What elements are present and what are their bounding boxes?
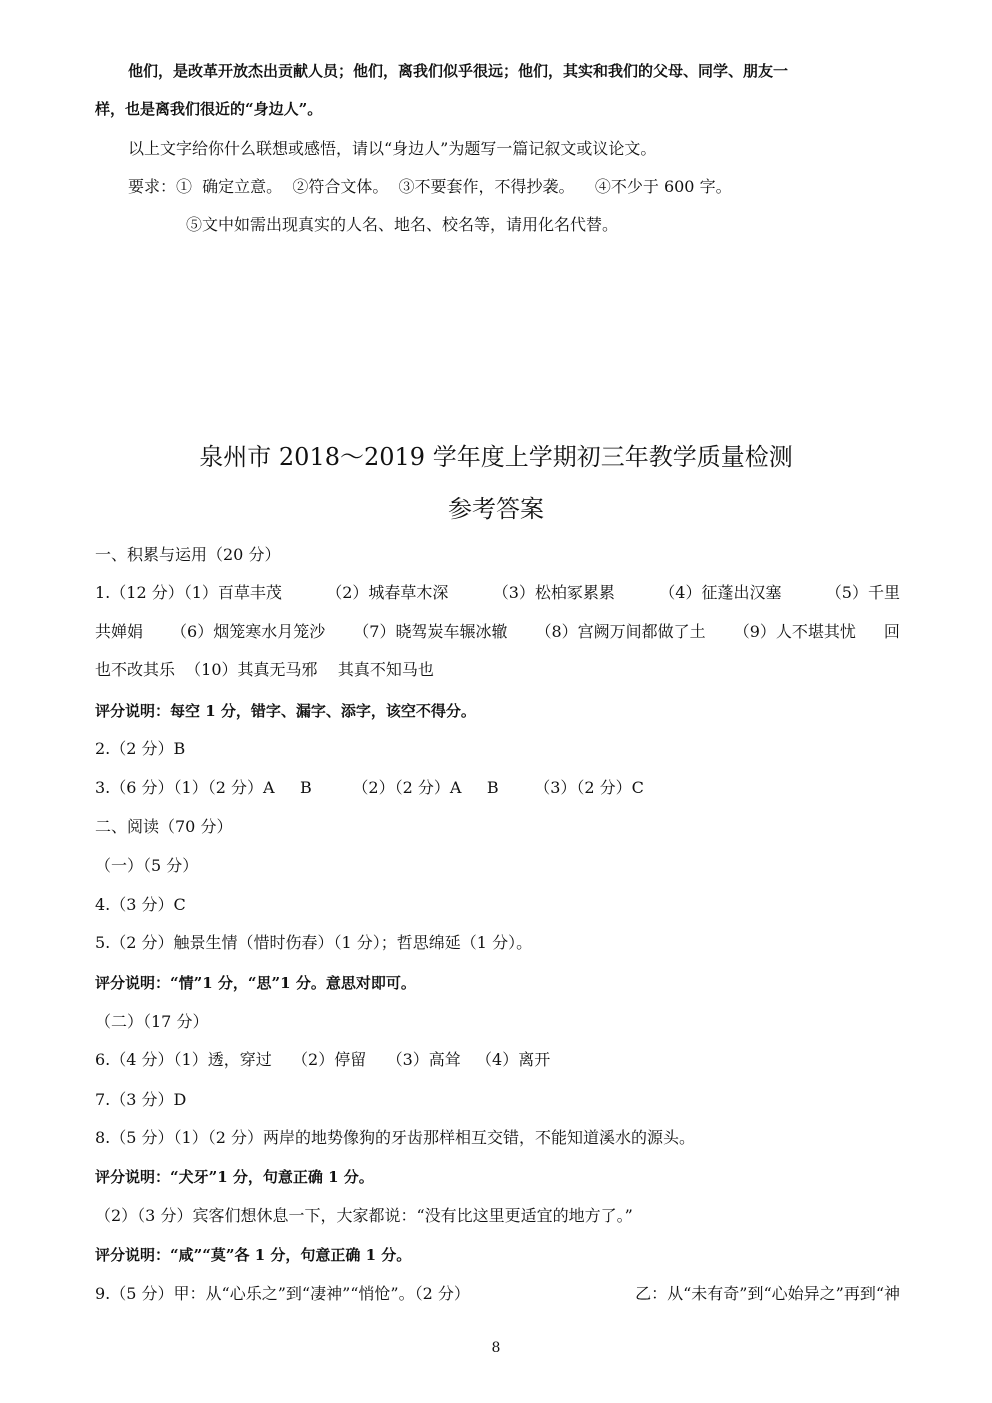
answer-1-line-2	[95, 621, 900, 643]
essay-line-1: 他们，是改革开放杰出贡献人员；他们，离我们似乎很远；他们，其实和我们的父母、同学、朋友一	[128, 62, 789, 80]
answer-1-part: （6）烟笼寒水月笼沙	[171, 622, 326, 641]
scoring-note-8-2: 评分说明：“咸”“莫”各 1 分，句意正确 1 分。	[95, 1246, 412, 1264]
answer-1-line-3: 也不改其乐 （10）其真无马邪 其真不知马也	[95, 660, 434, 679]
answer-subtitle: 参考答案	[448, 495, 544, 523]
answer-1-part: （4）征蓬出汉塞	[659, 583, 782, 602]
answer-1-part: 回	[883, 622, 900, 641]
answer-1-part: （7）晓驾炭车辗冰辙	[353, 622, 508, 641]
subsection-2-heading: （二）（17 分）	[95, 1012, 209, 1031]
section-1-heading: 一、积累与运用（20 分）	[95, 545, 281, 564]
answer-1-part: （8）宫阙万间都做了土	[535, 622, 706, 641]
page-number: 8	[491, 1340, 501, 1356]
scoring-note-8-1: 评分说明：“犬牙”1 分，句意正确 1 分。	[95, 1168, 374, 1186]
answer-2: 2.（2 分）B	[95, 739, 186, 758]
answer-1-part: （2）城春草木深	[326, 583, 449, 602]
answer-1-part: （9）人不堪其忧	[733, 622, 856, 641]
section-2-heading: 二、阅读（70 分）	[95, 817, 233, 836]
answer-3: 3.（6 分）（1）（2 分）A B （2）（2 分）A B （3）（2 分）C	[95, 778, 644, 797]
scoring-note-1: 评分说明：每空 1 分，错字、漏字、添字，该空不得分。	[95, 702, 476, 720]
answer-1-part: 1.（12 分）（1）百草丰茂	[95, 583, 282, 602]
scoring-note-5: 评分说明：“情”1 分，“思”1 分。意思对即可。	[95, 974, 416, 992]
answer-9-part: 乙：从“未有奇”到“心始异之”再到“神	[635, 1284, 900, 1303]
answer-title: 泉州市 2018～2019 学年度上学期初三年教学质量检测	[199, 443, 793, 471]
answer-1-part: （5）千里	[825, 583, 900, 602]
answer-9-part: 9.（5 分）甲：从“心乐之”到“凄神”“悄怆”。（2 分）	[95, 1284, 470, 1303]
answer-8-1: 8.（5 分）（1）（2 分）两岸的地势像狗的牙齿那样相互交错，不能知道溪水的源头。	[95, 1128, 695, 1147]
answer-6: 6.（4 分）（1）透，穿过 （2）停留 （3）高耸 （4）离开	[95, 1050, 551, 1069]
answer-1-part: （3）松柏冢累累	[492, 583, 615, 602]
answer-1-part: 共婵娟	[95, 622, 144, 641]
answer-8-2: （2）（3 分）宾客们想休息一下，大家都说：“没有比这里更适宜的地方了。”	[95, 1206, 633, 1225]
answer-7: 7.（3 分）D	[95, 1090, 187, 1109]
answer-9	[95, 1283, 900, 1305]
essay-requirements-2: ⑤文中如需出现真实的人名、地名、校名等，请用化名代替。	[186, 215, 619, 234]
answer-5: 5.（2 分）触景生情（惜时伤春）（1 分）；哲思绵延（1 分）。	[95, 933, 533, 952]
essay-requirements-1: 要求：① 确定立意。 ②符合文体。 ③不要套作，不得抄袭。 ④不少于 600 字。	[128, 177, 732, 196]
essay-line-2: 样，也是离我们很近的“身边人”。	[95, 100, 323, 118]
subsection-1-heading: （一）（5 分）	[95, 856, 199, 875]
essay-prompt: 以上文字给你什么联想或感悟，请以“身边人”为题写一篇记叙文或议论文。	[128, 139, 657, 158]
answer-1-line-1	[95, 582, 900, 604]
answer-4: 4.（3 分）C	[95, 895, 186, 914]
